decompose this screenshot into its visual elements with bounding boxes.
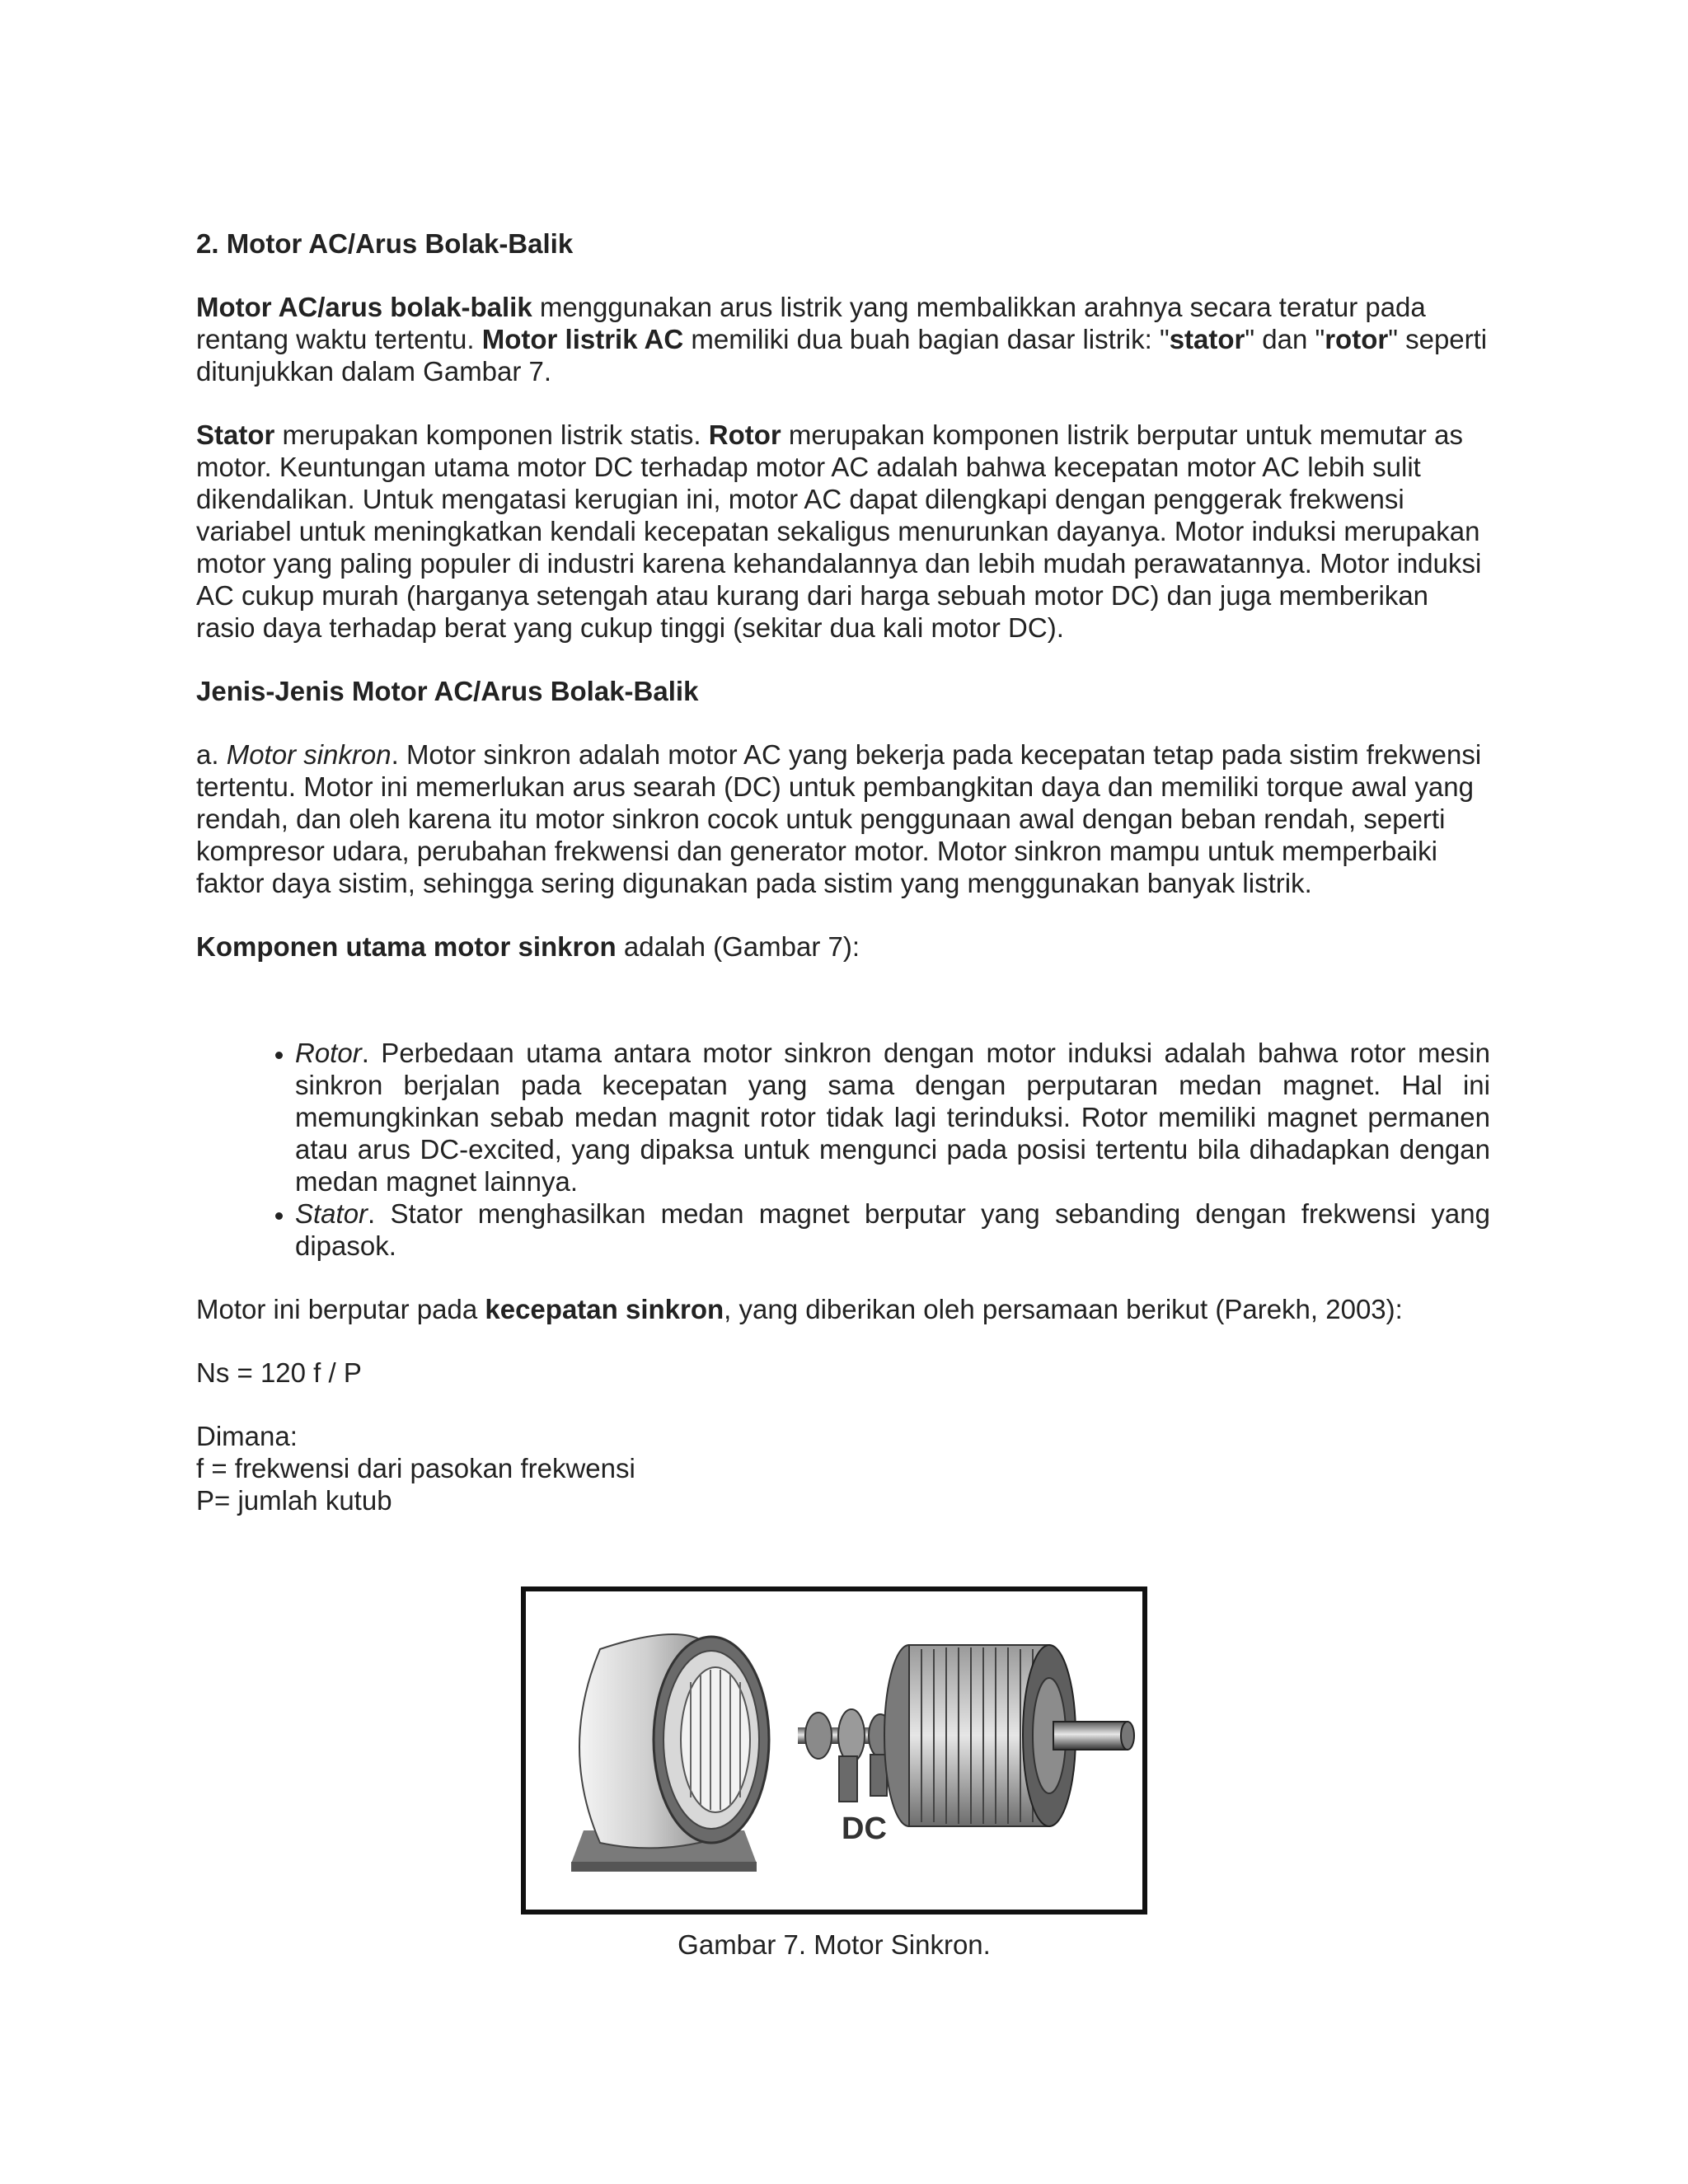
list-item-rotor <box>295 1037 1490 1197</box>
text-run: " dan " <box>1245 324 1325 354</box>
rotor <box>884 1645 1076 1826</box>
text-run: adalah (Gambar 7): <box>616 931 860 962</box>
where-label: Dimana: <box>196 1421 298 1451</box>
paragraph-motor-sinkron <box>196 738 1490 899</box>
document-body <box>196 227 1490 1516</box>
bold-term: Komponen utama motor sinkron <box>196 931 617 962</box>
bold-term: stator <box>1169 324 1245 354</box>
text-run: merupakan komponen listrik statis. <box>274 419 709 450</box>
text-run: merupakan komponen listrik berputar untuk memutar as motor. Keuntungan utama motor DC terhadap motor AC adalah bahwa kecepatan motor AC lebih sulit dikendalikan. Untuk mengatasi kerugian ini, motor AC dapat dilengkapi dengan penggerak frekwensi variabel untuk meningkatkan kendali kecepatan sekaligus menurunkan dayanya. Motor induksi merupakan motor yang paling populer di industri karena kehandalannya dan lebih mudah perawatannya. Motor induksi AC cukup murah (harganya setengah atau kurang dari harga sebuah motor DC) dan juga memberikan rasio daya terhadap berat yang cukup tinggi (sekitar dua kali motor DC). <box>196 419 1482 643</box>
dc-label: DC <box>842 1811 887 1846</box>
subheading: Jenis-Jenis Motor AC/Arus Bolak-Balik <box>196 676 699 706</box>
bold-term: rotor <box>1325 324 1389 354</box>
section-heading: 2. Motor AC/Arus Bolak-Balik <box>196 228 574 259</box>
text-run: " seperti ditunjukkan dalam Gambar 7. <box>196 324 1488 387</box>
text-run: . Stator menghasilkan medan magnet berputar yang sebanding dengan frekwensi yang dipasok. <box>295 1198 1490 1261</box>
rotor-shaft <box>1053 1722 1134 1750</box>
text-run: Motor ini berputar pada <box>196 1294 485 1324</box>
bold-term: Stator <box>196 419 275 450</box>
component-list <box>196 1037 1490 1262</box>
bold-term: Rotor <box>708 419 781 450</box>
italic-term: Rotor <box>295 1038 362 1068</box>
paragraph-intro <box>196 291 1490 387</box>
bold-term: Motor listrik AC <box>481 324 684 354</box>
italic-term: Motor sinkron <box>226 739 392 770</box>
figure-caption: Gambar 7. Motor Sinkron. <box>678 1929 991 1960</box>
slip-rings <box>798 1709 892 1802</box>
text-run: a. <box>196 739 227 770</box>
text-run: menggunakan arus listrik yang membalikkan arahnya secara teratur pada rentang waktu tertentu. <box>196 292 1426 354</box>
where-p: P= jumlah kutub <box>196 1485 392 1516</box>
paragraph-komponen <box>196 930 1490 963</box>
bold-term: kecepatan sinkron <box>485 1294 724 1324</box>
figure-motor-sinkron <box>521 1586 1147 1915</box>
where-f: f = frekwensi dari pasokan frekwensi <box>196 1453 635 1483</box>
stator-housing <box>579 1634 769 1848</box>
paragraph-stator-rotor <box>196 419 1490 644</box>
paragraph-kecepatan <box>196 1293 1490 1325</box>
bold-term: Motor AC/arus bolak-balik <box>196 292 532 322</box>
text-run: memiliki dua buah bagian dasar listrik: " <box>683 324 1170 354</box>
italic-term: Stator <box>295 1198 368 1229</box>
text-run: , yang diberikan oleh persamaan berikut (Parekh, 2003): <box>724 1294 1403 1324</box>
list-item-stator <box>295 1197 1490 1262</box>
formula: Ns = 120 f / P <box>196 1357 362 1388</box>
motor-illustration <box>526 1591 1142 1910</box>
text-run: . Perbedaan utama antara motor sinkron dengan motor induksi adalah bahwa rotor mesin sinkron berjalan pada kecepatan yang sama dengan perputaran medan magnet. Hal ini memungkinkan sebab medan magnit rotor tidak lagi terinduksi. Rotor memiliki magnet permanen atau arus DC-excited, yang dipaksa untuk mengunci pada posisi tertentu bila dihadapkan dengan medan magnet lainnya. <box>295 1038 1490 1197</box>
text-run: . Motor sinkron adalah motor AC yang bekerja pada kecepatan tetap pada sistim frekwensi tertentu. Motor ini memerlukan arus searah (DC) untuk pembangkitan daya dan memiliki torque awal yang rendah, dan oleh karena itu motor sinkron cocok untuk penggunaan awal dengan beban rendah, seperti kompresor udara, perubahan frekwensi dan generator motor. Motor sinkron mampu untuk memperbaiki faktor daya sistim, sehingga sering digunakan pada sistim yang menggunakan banyak listrik. <box>196 739 1482 898</box>
